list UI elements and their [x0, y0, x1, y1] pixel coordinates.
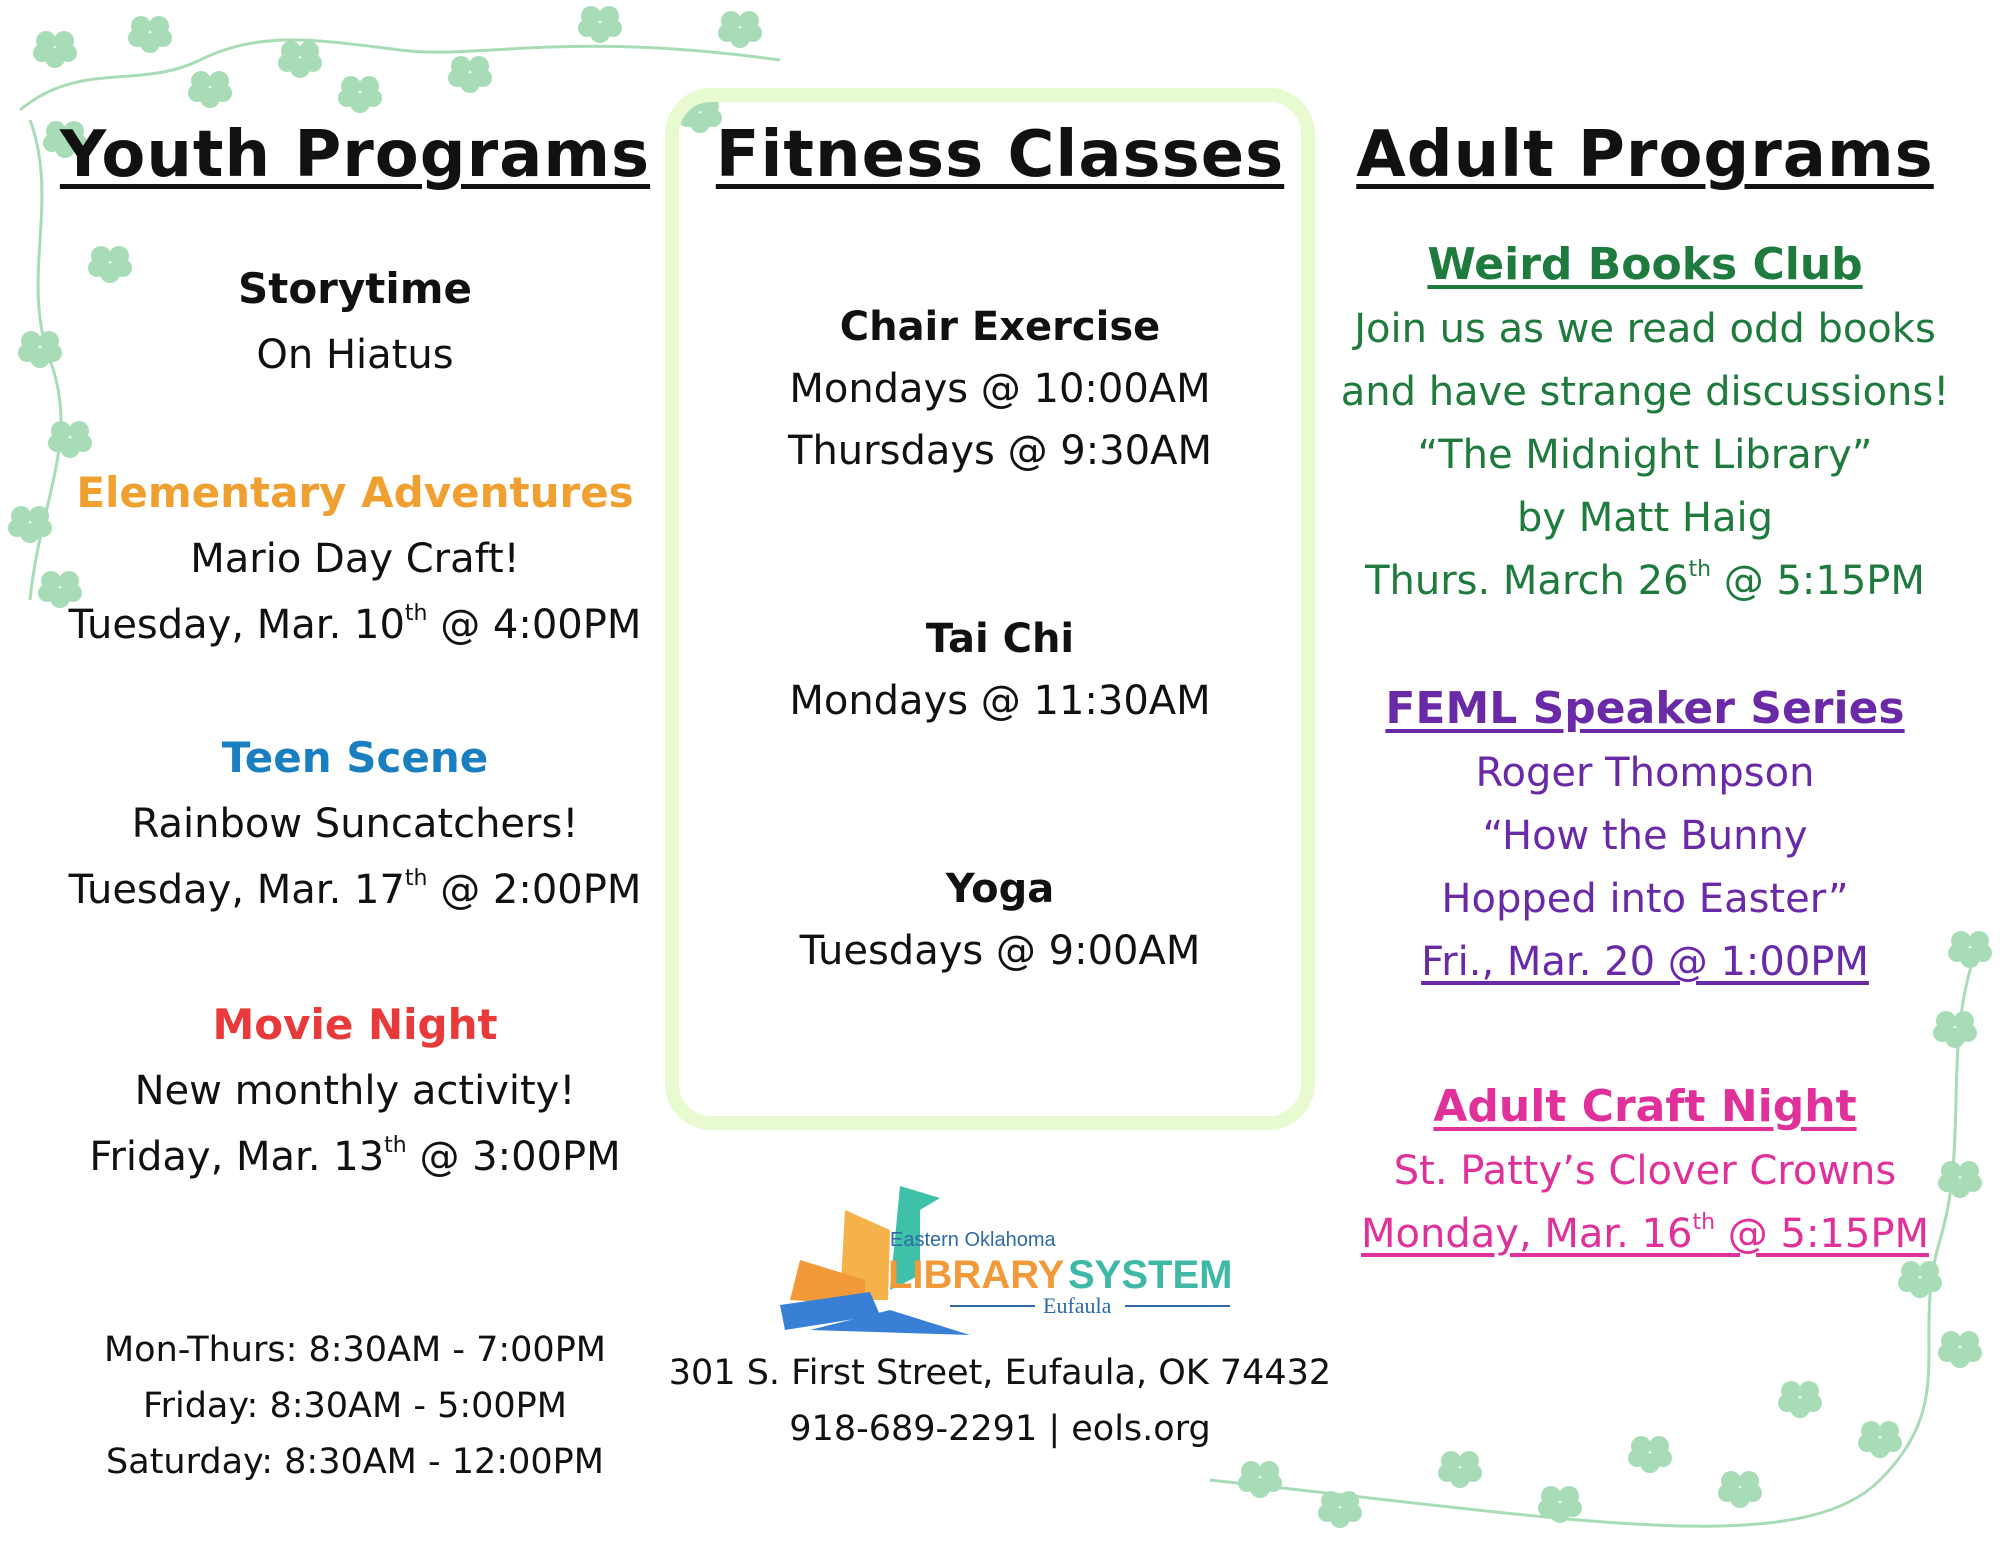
craft-night-activity: St. Patty’s Clover Crowns [1393, 1148, 1897, 1194]
logo-line-1: Eastern Oklahoma [890, 1229, 1056, 1251]
feml-title: FEML Speaker Series [1385, 683, 1905, 734]
weird-books-book: “The Midnight Library” [1417, 432, 1873, 478]
elementary-activity: Mario Day Craft! [190, 536, 520, 582]
logo-line-2a: LIBRARY [888, 1253, 1065, 1297]
fitness-heading: Fitness Classes [715, 118, 1285, 192]
feml-talk-1: “How the Bunny [1482, 813, 1808, 859]
hours-mon-thurs: Mon-Thurs: 8:30AM - 7:00PM [103, 1330, 606, 1370]
tai-chi-title: Tai Chi [925, 616, 1075, 662]
contact-line: 918-689-2291 | eols.org [789, 1409, 1211, 1449]
weird-books-date: Thurs. March 26th @ 5:15PM [1365, 557, 1925, 604]
chair-exercise-time-2: Thursdays @ 9:30AM [788, 428, 1212, 474]
weird-books-desc-1: Join us as we read odd books [1354, 306, 1936, 352]
yoga-title: Yoga [945, 866, 1055, 912]
weird-books-block [1325, 232, 1965, 613]
craft-night-block [1325, 1074, 1965, 1266]
adult-heading: Adult Programs [1356, 118, 1934, 192]
feml-speaker: Roger Thompson [1475, 750, 1815, 796]
storytime-block [40, 256, 670, 388]
teen-block [40, 725, 670, 923]
library-logo-icon [770, 1180, 1240, 1340]
logo-line-2b: SYSTEM [1068, 1253, 1233, 1297]
elementary-date: Tuesday, Mar. 10th @ 4:00PM [68, 601, 642, 648]
tai-chi-block [660, 608, 1340, 732]
chair-exercise-block [660, 296, 1340, 482]
hours-friday: Friday: 8:30AM - 5:00PM [143, 1386, 567, 1426]
chair-exercise-time-1: Mondays @ 10:00AM [789, 366, 1211, 412]
tai-chi-time: Mondays @ 11:30AM [789, 678, 1211, 724]
feml-block [1325, 676, 1965, 994]
movie-block [40, 992, 670, 1190]
movie-title: Movie Night [212, 1000, 498, 1049]
weird-books-author: by Matt Haig [1517, 495, 1773, 541]
teen-date: Tuesday, Mar. 17th @ 2:00PM [68, 866, 642, 913]
adult-column [1325, 0, 1965, 1545]
feml-talk-2: Hopped into Easter” [1441, 876, 1849, 922]
craft-night-title: Adult Craft Night [1433, 1081, 1857, 1132]
youth-column [40, 0, 670, 1545]
feml-date: Fri., Mar. 20 @ 1:00PM [1421, 939, 1869, 985]
chair-exercise-title: Chair Exercise [839, 304, 1161, 350]
storytime-status: On Hiatus [256, 332, 454, 378]
youth-heading: Youth Programs [59, 118, 651, 192]
storytime-title: Storytime [238, 264, 472, 313]
elementary-title: Elementary Adventures [76, 468, 634, 517]
logo-line-3: Eufaula [1043, 1293, 1112, 1318]
weird-books-title: Weird Books Club [1427, 239, 1863, 290]
yoga-time: Tuesdays @ 9:00AM [799, 928, 1201, 974]
craft-night-date: Monday, Mar. 16th @ 5:15PM [1361, 1210, 1929, 1257]
weird-books-desc-2: and have strange discussions! [1340, 369, 1950, 415]
library-hours [40, 1322, 670, 1490]
movie-activity: New monthly activity! [134, 1068, 576, 1114]
elementary-block [40, 460, 670, 658]
address-line: 301 S. First Street, Eufaula, OK 74432 [668, 1353, 1332, 1393]
teen-activity: Rainbow Suncatchers! [131, 801, 579, 847]
teen-title: Teen Scene [221, 733, 489, 782]
hours-saturday: Saturday: 8:30AM - 12:00PM [106, 1442, 604, 1482]
library-address [660, 1345, 1340, 1457]
yoga-block [660, 858, 1340, 982]
movie-date: Friday, Mar. 13th @ 3:00PM [89, 1133, 621, 1180]
library-logo [770, 1180, 1240, 1340]
